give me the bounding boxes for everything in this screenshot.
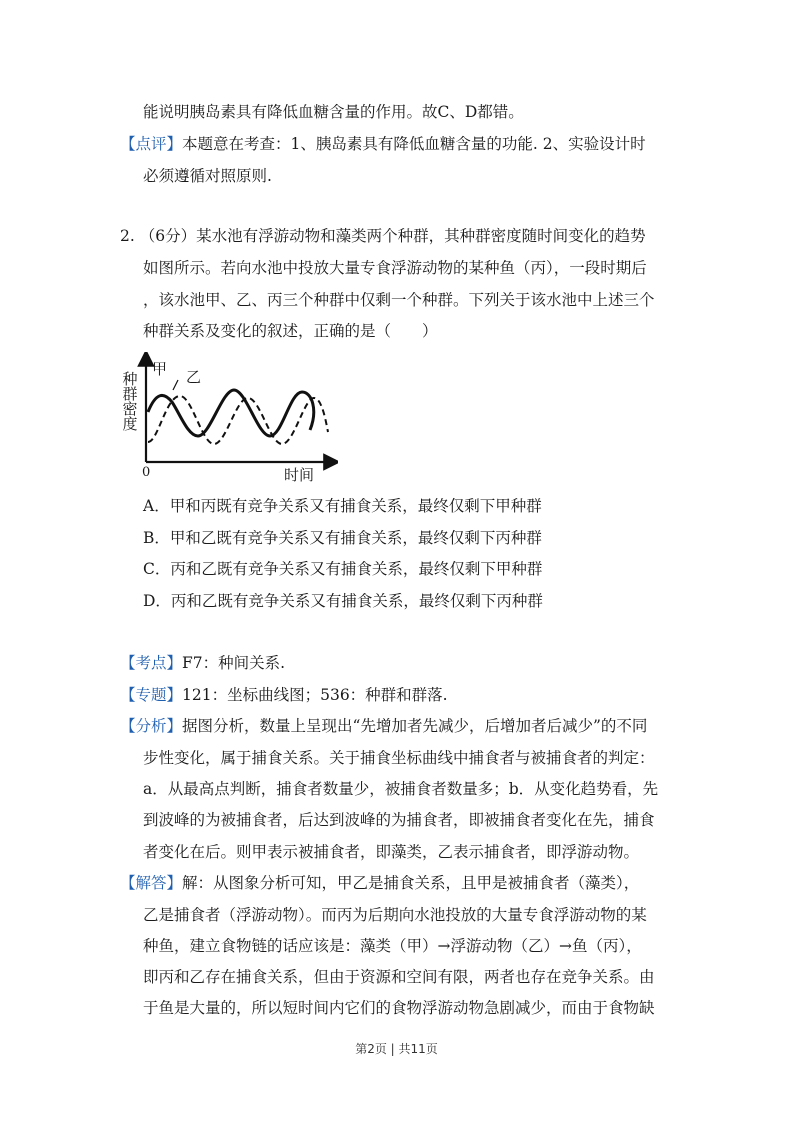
kaodian-line	[120, 653, 285, 673]
population-figure	[118, 352, 338, 484]
jieda-text: 解：从图象分析可知，甲乙是捕食关系，且甲是被捕食者（藻类），	[182, 874, 640, 892]
kaodian-text: F7：种间关系.	[182, 654, 286, 672]
series-yi-label: 乙	[186, 368, 202, 386]
jieda-line-4: 即丙和乙存在捕食关系，但由于资源和空间有限，两者也存在竞争关系。由	[143, 968, 655, 986]
option-d: D．丙和乙既有竞争关系又有捕食关系，最终仅剩下丙种群	[143, 592, 543, 610]
x-axis-label: 时间	[284, 466, 315, 484]
comment-line-1	[120, 134, 646, 154]
jieda-tag: 【解答】	[120, 874, 183, 892]
fenxi-tag: 【分析】	[120, 717, 183, 735]
comment-line-2: 必须遵循对照原则.	[143, 167, 272, 185]
series-jia-curve	[148, 390, 314, 436]
series-yi-curve	[148, 396, 328, 444]
jieda-line-5: 于鱼是大量的，所以短时间内它们的食物浮游动物急剧减少，而由于食物缺	[143, 999, 655, 1017]
zhuanti-text: 121：坐标曲线图；536：种群和群落.	[182, 686, 448, 704]
option-a: A．甲和丙既有竞争关系又有捕食关系，最终仅剩下甲种群	[143, 497, 542, 515]
jieda-line-1	[120, 873, 639, 893]
question-stem-line-2: 如图所示。若向水池中投放大量专食浮游动物的某种鱼（丙），一段时期后	[143, 259, 647, 277]
question-stem-line-1: 2. （6分）某水池有浮游动物和藻类两个种群，其种群密度随时间变化的趋势	[120, 227, 646, 245]
question-stem-line-3: ，该水池甲、乙、丙三个种群中仅剩一个种群。下列关于该水池中上述三个	[143, 291, 655, 309]
population-curves-svg	[118, 352, 338, 484]
y-axis-label: 种 群 密 度	[122, 370, 138, 433]
kaodian-tag: 【考点】	[120, 654, 183, 672]
fenxi-line-2: 步性变化，属于捕食关系。关于捕食坐标曲线中捕食者与被捕食者的判定：	[143, 749, 655, 767]
jieda-line-3: 种鱼，建立食物链的话应该是：藻类（甲）→浮游动物（乙）→鱼（丙），	[143, 937, 642, 955]
fenxi-line-1	[120, 716, 647, 736]
origin-label: 0	[142, 465, 151, 480]
question-stem-line-4: 种群关系及变化的叙述，正确的是（ ）	[143, 322, 438, 340]
fenxi-line-4: 到波峰的为被捕食者，后达到波峰的为捕食者，即被捕食者变化在先，捕食	[143, 811, 655, 829]
prev-answer-line: 能说明胰岛素具有降低血糖含量的作用。故C、D都错。	[143, 103, 524, 121]
jieda-line-2: 乙是捕食者（浮游动物）。而丙为后期向水池投放的大量专食浮游动物的某	[143, 906, 647, 924]
series-jia-label: 甲	[152, 360, 168, 378]
comment-text: 本题意在考查：1、胰岛素具有降低血糖含量的功能. 2、实验设计时	[182, 135, 646, 153]
zhuanti-tag: 【专题】	[120, 686, 183, 704]
fenxi-line-5: 者变化在后。则甲表示被捕食者，即藻类，乙表示捕食者，即浮游动物。	[143, 843, 640, 861]
comment-tag: 【点评】	[120, 135, 183, 153]
page-footer: 第2页 | 共11页	[355, 1042, 438, 1056]
fenxi-text: 据图分析，数量上呈现出“先增加者先减少，后增加者后减少”的不同	[182, 717, 648, 735]
option-b: B．甲和乙既有竞争关系又有捕食关系，最终仅剩下丙种群	[143, 529, 542, 547]
fenxi-line-3: a．从最高点判断，捕食者数量少，被捕食者数量多；b．从变化趋势看，先	[143, 780, 659, 798]
option-c: C．丙和乙既有竞争关系又有捕食关系，最终仅剩下甲种群	[143, 560, 543, 578]
zhuanti-line	[120, 685, 448, 705]
label-pointer	[173, 380, 178, 390]
